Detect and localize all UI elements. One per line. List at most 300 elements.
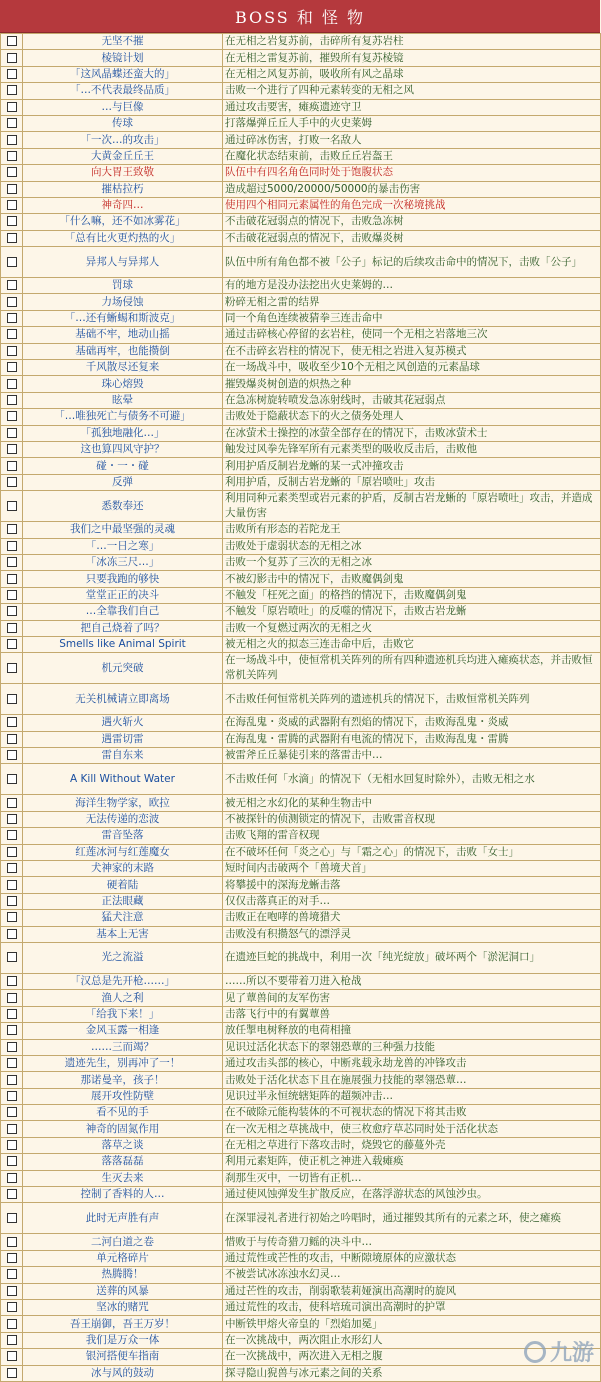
achievement-desc: 在魔化状态结束前，击败丘丘岩盔王 xyxy=(223,148,601,164)
table-row xyxy=(1,83,601,99)
checkbox[interactable] xyxy=(7,606,17,616)
checkbox[interactable] xyxy=(7,717,17,727)
checkbox-cell xyxy=(1,795,23,811)
achievement-table xyxy=(0,33,601,1382)
checkbox[interactable] xyxy=(7,623,17,633)
achievement-name: 「给我下来！」 xyxy=(23,1006,223,1022)
table-row xyxy=(1,1088,601,1104)
table-row xyxy=(1,990,601,1006)
table-row xyxy=(1,1055,601,1071)
checkbox[interactable] xyxy=(7,297,17,307)
table-row xyxy=(1,861,601,877)
checkbox[interactable] xyxy=(7,639,17,649)
table-row xyxy=(1,587,601,603)
checkbox-cell xyxy=(1,990,23,1006)
achievement-desc: 在一次挑战中，两次阻止水形幻人 xyxy=(223,1332,601,1348)
achievement-name: …与巨像 xyxy=(23,99,223,115)
checkbox[interactable] xyxy=(7,1253,17,1263)
achievement-name: 无法传递的恋波 xyxy=(23,811,223,827)
checkbox[interactable] xyxy=(7,524,17,534)
checkbox[interactable] xyxy=(7,53,17,63)
achievement-desc: 摧毁爆炎树创造的炽热之种 xyxy=(223,376,601,392)
table-row xyxy=(1,376,601,392)
achievement-name: 落落磊磊 xyxy=(23,1154,223,1170)
achievement-desc: 在急冻树旋转喷发急冻射线时，击破其花冠弱点 xyxy=(223,392,601,408)
achievement-desc: 在不破除元能构装体的不可视状态的情况下将其击败 xyxy=(223,1105,601,1121)
table-row xyxy=(1,343,601,359)
achievement-name: 落草之谈 xyxy=(23,1137,223,1153)
table-row xyxy=(1,926,601,942)
checkbox[interactable] xyxy=(7,993,17,1003)
checkbox-cell xyxy=(1,230,23,246)
checkbox[interactable] xyxy=(7,1140,17,1150)
table-row xyxy=(1,230,601,246)
achievement-name: 雷音坠落 xyxy=(23,828,223,844)
table-row xyxy=(1,748,601,764)
achievement-name: 渔人之利 xyxy=(23,990,223,1006)
checkbox[interactable] xyxy=(7,814,17,824)
achievement-name: 「一次…的攻击」 xyxy=(23,132,223,148)
checkbox[interactable] xyxy=(7,477,17,487)
checkbox[interactable] xyxy=(7,952,17,962)
achievement-name: 「这风晶蝶还蛮大的」 xyxy=(23,66,223,82)
checkbox-cell xyxy=(1,409,23,425)
checkbox[interactable] xyxy=(7,830,17,840)
table-row xyxy=(1,441,601,457)
achievement-desc: ……所以不要带着刀进入枪战 xyxy=(223,973,601,989)
table-row xyxy=(1,99,601,115)
checkbox-cell xyxy=(1,828,23,844)
achievement-desc: 队伍中所有角色都不被「公子」标记的后续攻击命中的情况下，击败「公子」 xyxy=(223,247,601,278)
achievement-name: 二河白道之卷 xyxy=(23,1234,223,1250)
achievement-desc: 放任掣电树释放的电荷相撞 xyxy=(223,1023,601,1039)
achievement-name: 力场侵蚀 xyxy=(23,294,223,310)
achievement-name: 此时无声胜有声 xyxy=(23,1203,223,1234)
table-row xyxy=(1,653,601,684)
checkbox-cell xyxy=(1,1072,23,1088)
checkbox-cell xyxy=(1,294,23,310)
checkbox[interactable] xyxy=(7,1156,17,1166)
achievement-name: 把自己烧着了吗？ xyxy=(23,620,223,636)
checkbox[interactable] xyxy=(7,461,17,471)
achievement-name: 基础再牢，也能攒倒 xyxy=(23,343,223,359)
checkbox[interactable] xyxy=(7,694,17,704)
checkbox[interactable] xyxy=(7,1042,17,1052)
checkbox-cell xyxy=(1,811,23,827)
table-row xyxy=(1,795,601,811)
table-row xyxy=(1,1349,601,1365)
table-row xyxy=(1,474,601,490)
table-row xyxy=(1,1300,601,1316)
checkbox-cell xyxy=(1,1332,23,1348)
achievement-name: 神奇四… xyxy=(23,197,223,213)
achievement-desc: 击败飞翔的雷音权现 xyxy=(223,828,601,844)
checkbox-cell xyxy=(1,715,23,731)
achievement-name: 大黄金丘丘王 xyxy=(23,148,223,164)
checkbox[interactable] xyxy=(7,151,17,161)
checkbox-cell xyxy=(1,1121,23,1137)
checkbox[interactable] xyxy=(7,1009,17,1019)
checkbox-cell xyxy=(1,327,23,343)
checkbox-cell xyxy=(1,1300,23,1316)
achievement-desc: 击败正在咆哮的兽境猎犬 xyxy=(223,910,601,926)
achievement-name: …全靠我们自己 xyxy=(23,604,223,620)
achievement-name: 「…不代表最终品质」 xyxy=(23,83,223,99)
checkbox[interactable] xyxy=(7,167,17,177)
checkbox-cell xyxy=(1,893,23,909)
checkbox[interactable] xyxy=(7,929,17,939)
achievement-desc: 通过荒性或芒性的攻击，中断隙境原体的应激状态 xyxy=(223,1250,601,1266)
achievement-desc: 触发过风拳先锋军所有元素类型的吸收反击后，击败他 xyxy=(223,441,601,457)
achievement-desc: 在一场战斗中，使恒常机关阵列的所有四种遗迹机兵均进入瘫痪状态，并击败恒常机关阵列 xyxy=(223,653,601,684)
achievement-desc: 利用元素矩阵，使正机之神进入载瘫痪 xyxy=(223,1154,601,1170)
checkbox-cell xyxy=(1,474,23,490)
achievement-name: 硬着陆 xyxy=(23,877,223,893)
achievement-desc: 刹那生灭中，一切皆有正机… xyxy=(223,1170,601,1186)
checkbox[interactable] xyxy=(7,444,17,454)
achievement-name: 基础不牢，地动山摇 xyxy=(23,327,223,343)
achievement-name: 红莲冰河与红莲魔女 xyxy=(23,844,223,860)
checkbox-cell xyxy=(1,1154,23,1170)
achievement-desc: 被无相之火的拟态三连击命中后，击败它 xyxy=(223,636,601,652)
checkbox[interactable] xyxy=(7,1351,17,1361)
table-row xyxy=(1,148,601,164)
table-row xyxy=(1,538,601,554)
table-row xyxy=(1,715,601,731)
achievement-desc: 在一次无相之草挑战中，使三枚愈疗草芯同时处于活化状态 xyxy=(223,1121,601,1137)
checkbox[interactable] xyxy=(7,411,17,421)
achievement-name: 「…唯独死亡与债务不可避」 xyxy=(23,409,223,425)
table-row xyxy=(1,1250,601,1266)
table-row xyxy=(1,294,601,310)
achievement-name: Smells like Animal Spirit xyxy=(23,636,223,652)
achievement-desc: 在不破坏任何「炎之心」与「霜之心」的情况下，击败「女士」 xyxy=(223,844,601,860)
achievement-desc: 不触发「原岩喷吐」的反噬的情况下，击败古岩龙蜥 xyxy=(223,604,601,620)
checkbox[interactable] xyxy=(7,557,17,567)
checkbox[interactable] xyxy=(7,863,17,873)
watermark-text: 九游 xyxy=(549,1341,594,1366)
checkbox-cell xyxy=(1,181,23,197)
checkbox-cell xyxy=(1,310,23,326)
achievement-desc: 造成超过5000/20000/50000的暴击伤害 xyxy=(223,181,601,197)
achievement-name: A Kill Without Water xyxy=(23,764,223,795)
checkbox[interactable] xyxy=(7,1213,17,1223)
achievement-desc: 通过使风蚀弹发生扩散反应，在落浮游状态的风蚀沙虫。 xyxy=(223,1187,601,1203)
table-row xyxy=(1,1267,601,1283)
table-row xyxy=(1,877,601,893)
checkbox-cell xyxy=(1,115,23,131)
checkbox-cell xyxy=(1,653,23,684)
checkbox[interactable] xyxy=(7,362,17,372)
table-row xyxy=(1,973,601,989)
checkbox-cell xyxy=(1,1349,23,1365)
achievement-name: 「什么嘛，还不如冰雾花」 xyxy=(23,214,223,230)
achievement-desc: 不击破花冠弱点的情况下，击败爆炎树 xyxy=(223,230,601,246)
checkbox[interactable] xyxy=(7,428,17,438)
checkbox-cell xyxy=(1,491,23,522)
checkbox-cell xyxy=(1,458,23,474)
achievement-name: 珠心熔毁 xyxy=(23,376,223,392)
checkbox[interactable] xyxy=(7,774,17,784)
achievement-name: 堂堂正正的决斗 xyxy=(23,587,223,603)
table-row xyxy=(1,1203,601,1234)
checkbox[interactable] xyxy=(7,847,17,857)
checkbox[interactable] xyxy=(7,590,17,600)
table-row xyxy=(1,604,601,620)
achievement-desc: 利用护盾，反制古岩龙蜥的「原岩喷吐」攻击 xyxy=(223,474,601,490)
watermark-logo xyxy=(524,1336,594,1367)
achievement-desc: 在无相之草进行下落攻击时，烧毁它的藤蔓外壳 xyxy=(223,1137,601,1153)
achievement-desc: 惜败于与传奇猎刀鳐的决斗中… xyxy=(223,1234,601,1250)
achievement-name: 罚球 xyxy=(23,278,223,294)
checkbox-cell xyxy=(1,554,23,570)
achievement-name: 我们是万众一体 xyxy=(23,1332,223,1348)
achievement-desc: 被雷斧丘丘暴徒引来的落雷击中… xyxy=(223,748,601,764)
achievement-name: 控制了香料的人… xyxy=(23,1187,223,1203)
achievement-name: 犬神家的末路 xyxy=(23,861,223,877)
checkbox[interactable] xyxy=(7,798,17,808)
achievement-desc: 见识过活化状态下的翠翎恐蕈的三种强力技能 xyxy=(223,1039,601,1055)
achievement-desc: 击落飞行中的有翼蕈兽 xyxy=(223,1006,601,1022)
achievement-name: 海洋生物学家，欧拉 xyxy=(23,795,223,811)
checkbox[interactable] xyxy=(7,1368,17,1378)
table-row xyxy=(1,620,601,636)
checkbox-cell xyxy=(1,910,23,926)
checkbox[interactable] xyxy=(7,1335,17,1345)
checkbox[interactable] xyxy=(7,880,17,890)
achievement-name: 神奇的固氮作用 xyxy=(23,1121,223,1137)
checkbox[interactable] xyxy=(7,1189,17,1199)
achievement-name: 银河搭便车指南 xyxy=(23,1349,223,1365)
table-row xyxy=(1,425,601,441)
checkbox-cell xyxy=(1,748,23,764)
checkbox-cell xyxy=(1,684,23,715)
achievement-desc: 击败一个进行了四种元素转变的无相之风 xyxy=(223,83,601,99)
checkbox[interactable] xyxy=(7,1107,17,1117)
checkbox-cell xyxy=(1,1187,23,1203)
table-row xyxy=(1,409,601,425)
checkbox-cell xyxy=(1,1170,23,1186)
checkbox[interactable] xyxy=(7,200,17,210)
checkbox[interactable] xyxy=(7,663,17,673)
checkbox[interactable] xyxy=(7,346,17,356)
achievement-desc: 击败一个复燃过两次的无相之火 xyxy=(223,620,601,636)
achievement-name: 冰与风的鼓动 xyxy=(23,1365,223,1381)
checkbox[interactable] xyxy=(7,1091,17,1101)
table-row xyxy=(1,1365,601,1381)
checkbox-cell xyxy=(1,587,23,603)
checkbox[interactable] xyxy=(7,1286,17,1296)
achievement-desc: 不击败任何「水滴」的情况下（无相水回复时除外），击败无相之水 xyxy=(223,764,601,795)
achievement-desc: 通过碎冰伤害，打败一名敌人 xyxy=(223,132,601,148)
checkbox[interactable] xyxy=(7,501,17,511)
checkbox[interactable] xyxy=(7,102,17,112)
achievement-desc: 在深罪浸礼者进行初始之吟唱时，通过摧毁其所有的元素之环，使之瘫痪 xyxy=(223,1203,601,1234)
checkbox-cell xyxy=(1,731,23,747)
achievement-name: 千风散尽还复来 xyxy=(23,360,223,376)
achievement-name: 向大胃王致敬 xyxy=(23,165,223,181)
achievement-desc: 通过攻击要害，瘫痪遗迹守卫 xyxy=(223,99,601,115)
achievement-name: 我们之中最坚强的灵魂 xyxy=(23,522,223,538)
checkbox-cell xyxy=(1,360,23,376)
achievement-name: 展开攻性防壁 xyxy=(23,1088,223,1104)
table-row xyxy=(1,214,601,230)
achievement-name: 单元格碎片 xyxy=(23,1250,223,1266)
achievement-name: 遇火斩火 xyxy=(23,715,223,731)
achievement-name: 无关机械请立即离场 xyxy=(23,684,223,715)
checkbox[interactable] xyxy=(7,976,17,986)
table-row xyxy=(1,910,601,926)
achievement-name: 「…一日之寒」 xyxy=(23,538,223,554)
checkbox[interactable] xyxy=(7,257,17,267)
checkbox[interactable] xyxy=(7,896,17,906)
achievement-desc: 在冰萤术士操控的冰萤全部存在的情况下，击败冰萤术士 xyxy=(223,425,601,441)
table-row xyxy=(1,491,601,522)
achievement-desc: 通过攻击头部的核心，中断兆载永劫龙兽的冲锋攻击 xyxy=(223,1055,601,1071)
checkbox[interactable] xyxy=(7,313,17,323)
checkbox-cell xyxy=(1,99,23,115)
checkbox[interactable] xyxy=(7,1269,17,1279)
achievement-desc: 将攀援中的深海龙蜥击落 xyxy=(223,877,601,893)
table-row xyxy=(1,764,601,795)
achievement-desc: 有的地方是没办法挖出火史莱姆的… xyxy=(223,278,601,294)
achievement-name: 坚冰的赌咒 xyxy=(23,1300,223,1316)
checkbox[interactable] xyxy=(7,574,17,584)
checkbox[interactable] xyxy=(7,329,17,339)
checkbox-cell xyxy=(1,1316,23,1332)
checkbox-cell xyxy=(1,861,23,877)
checkbox[interactable] xyxy=(7,280,17,290)
checkbox-cell xyxy=(1,764,23,795)
checkbox-cell xyxy=(1,214,23,230)
achievement-desc: 在一次挑战中，两次进入无相之腹 xyxy=(223,1349,601,1365)
achievement-name: 遗迹先生，别再冲了一！ xyxy=(23,1055,223,1071)
checkbox[interactable] xyxy=(7,395,17,405)
checkbox[interactable] xyxy=(7,912,17,922)
achievement-name: 金风玉露一相逢 xyxy=(23,1023,223,1039)
achievement-desc: 仅仅击落真正的对手… xyxy=(223,893,601,909)
achievement-desc: 击败所有形态的若陀龙王 xyxy=(223,522,601,538)
checkbox-cell xyxy=(1,1267,23,1283)
achievement-desc: 不击败任何恒常机关阵列的遗迹机兵的情况下，击败恒常机关阵列 xyxy=(223,684,601,715)
achievement-desc: 在海乱鬼・炎威的武器附有烈焰的情况下，击败海乱鬼・炎威 xyxy=(223,715,601,731)
checkbox[interactable] xyxy=(7,1302,17,1312)
achievement-desc: 击败没有积攒怒气的漂浮灵 xyxy=(223,926,601,942)
table-row xyxy=(1,360,601,376)
table-row xyxy=(1,942,601,973)
checkbox[interactable] xyxy=(7,69,17,79)
table-row xyxy=(1,828,601,844)
checkbox[interactable] xyxy=(7,379,17,389)
achievement-name: 只要我跑的够快 xyxy=(23,571,223,587)
checkbox-cell xyxy=(1,1250,23,1266)
achievement-desc: 击败处于虚弱状态的无相之冰 xyxy=(223,538,601,554)
checkbox[interactable] xyxy=(7,1124,17,1134)
achievement-name: 生灭去来 xyxy=(23,1170,223,1186)
checkbox-cell xyxy=(1,1234,23,1250)
checkbox[interactable] xyxy=(7,734,17,744)
checkbox-cell xyxy=(1,604,23,620)
checkbox-cell xyxy=(1,942,23,973)
table-row xyxy=(1,1170,601,1186)
table-row xyxy=(1,247,601,278)
checkbox-cell xyxy=(1,247,23,278)
checkbox[interactable] xyxy=(7,750,17,760)
achievement-desc: 通过芒性的攻击，削弱歌装莉娅演出高潮时的旋风 xyxy=(223,1283,601,1299)
achievement-desc: 通过击碎核心停留的玄岩柱，使同一个无相之岩落地三次 xyxy=(223,327,601,343)
checkbox-cell xyxy=(1,1006,23,1022)
table-row xyxy=(1,684,601,715)
checkbox-cell xyxy=(1,392,23,408)
achievement-name: 看不见的手 xyxy=(23,1105,223,1121)
checkbox[interactable] xyxy=(7,1319,17,1329)
table-row xyxy=(1,181,601,197)
achievement-desc: 中断铁甲熔火帝皇的「烈焰加冕」 xyxy=(223,1316,601,1332)
achievement-name: 送葬的风暴 xyxy=(23,1283,223,1299)
achievement-desc: 在海乱鬼・雷腾的武器附有电流的情况下，击败海乱鬼・雷腾 xyxy=(223,731,601,747)
checkbox[interactable] xyxy=(7,135,17,145)
achievement-desc: 不被尝试冰冻浊水幻灵… xyxy=(223,1267,601,1283)
achievement-desc: 被无相之水幻化的某种生物击中 xyxy=(223,795,601,811)
checkbox[interactable] xyxy=(7,1058,17,1068)
achievement-desc: 见了蕈兽间的友军伤害 xyxy=(223,990,601,1006)
achievement-desc: 粉碎无相之雷的结界 xyxy=(223,294,601,310)
checkbox-cell xyxy=(1,877,23,893)
checkbox[interactable] xyxy=(7,541,17,551)
checkbox[interactable] xyxy=(7,85,17,95)
achievement-name: 机元突破 xyxy=(23,653,223,684)
table-row xyxy=(1,1137,601,1153)
checkbox[interactable] xyxy=(7,118,17,128)
achievement-desc: 击败处于活化状态下且在施展强力技能的翠翎恐蕈… xyxy=(223,1072,601,1088)
achievement-name: ……三而竭？ xyxy=(23,1039,223,1055)
achievement-desc: 在不击碎玄岩柱的情况下，使无相之岩进入复苏模式 xyxy=(223,343,601,359)
achievement-desc: 在无相之风复苏前，吸收所有风之晶球 xyxy=(223,66,601,82)
checkbox-cell xyxy=(1,1137,23,1153)
achievement-desc: 击败处于隐蔽状态下的火之债务处理人 xyxy=(223,409,601,425)
table-row xyxy=(1,893,601,909)
checkbox[interactable] xyxy=(7,36,17,46)
checkbox[interactable] xyxy=(7,1075,17,1085)
checkbox[interactable] xyxy=(7,1237,17,1247)
checkbox[interactable] xyxy=(7,1173,17,1183)
checkbox-cell xyxy=(1,278,23,294)
checkbox[interactable] xyxy=(7,184,17,194)
checkbox-cell xyxy=(1,132,23,148)
table-row xyxy=(1,1316,601,1332)
table-row xyxy=(1,392,601,408)
achievement-name: 热腾腾！ xyxy=(23,1267,223,1283)
achievement-name: 猛犬注意 xyxy=(23,910,223,926)
checkbox-cell xyxy=(1,973,23,989)
achievement-name: 遇雷切雷 xyxy=(23,731,223,747)
table-row xyxy=(1,458,601,474)
achievement-desc: 见识过半永恒统辖矩阵的超频冲击… xyxy=(223,1088,601,1104)
achievement-desc: 同一个角色连续被猜拳三连击命中 xyxy=(223,310,601,326)
achievement-desc: 使用四个相同元素属性的角色完成一次秘境挑战 xyxy=(223,197,601,213)
checkbox[interactable] xyxy=(7,216,17,226)
checkbox[interactable] xyxy=(7,1025,17,1035)
logo-icon xyxy=(524,1341,546,1363)
achievement-name: 摧枯拉朽 xyxy=(23,181,223,197)
table-row xyxy=(1,522,601,538)
checkbox[interactable] xyxy=(7,233,17,243)
checkbox-cell xyxy=(1,522,23,538)
checkbox-cell xyxy=(1,165,23,181)
table-row xyxy=(1,1187,601,1203)
checkbox-cell xyxy=(1,1055,23,1071)
table-row xyxy=(1,66,601,82)
